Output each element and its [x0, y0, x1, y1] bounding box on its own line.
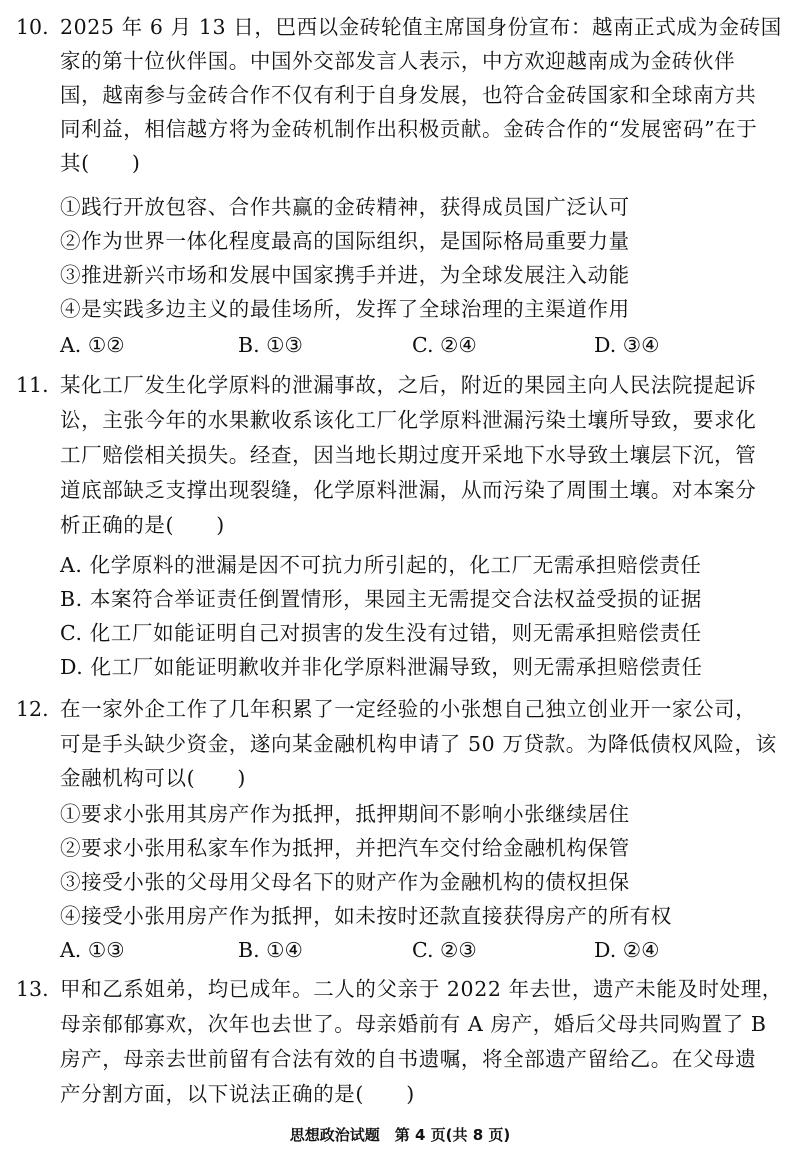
choice-a[interactable]: A. ①③ [60, 938, 125, 962]
question-stem-line: 2025 年 6 月 13 日，巴西以金砖轮值主席国身份宣布：越南正式成为金砖国 [60, 15, 782, 39]
choice-b[interactable]: B. ①③ [238, 333, 303, 357]
statement-1: ①践行开放包容、合作共赢的金砖精神，获得成员国广泛认可 [60, 195, 630, 219]
question-stem-line: 工厂赔偿相关损失。经查，因当地长期过度开采地下水导致土壤层下沉，管 [60, 443, 757, 467]
statement-3: ③推进新兴市场和发展中国家携手并进，为全球发展注入动能 [60, 263, 630, 287]
question-stem-line: 道底部缺乏支撑出现裂缝，化学原料泄漏，从而污染了周围土壤。对本案分 [60, 478, 757, 502]
option-a[interactable]: A. 化学原料的泄漏是因不可抗力所引起的，化工厂无需承担赔偿责任 [60, 553, 702, 577]
question-number: 13. [16, 977, 49, 1001]
question-stem-line: 房产，母亲去世前留有合法有效的自书遗嘱，将全部遗产留给乙。在父母遗 [60, 1047, 757, 1071]
statement-2: ②要求小张用私家车作为抵押，并把汽车交付给金融机构保管 [60, 836, 630, 860]
question-stem-line: 母亲郁郁寡欢，次年也去世了。母亲婚前有 A 房产，婚后父母共同购置了 B [60, 1012, 767, 1036]
question-stem-line: 在一家外企工作了几年积累了一定经验的小张想自己独立创业开一家公司， [60, 697, 757, 721]
statement-2: ②作为世界一体化程度最高的国际组织，是国际格局重要力量 [60, 229, 630, 253]
choice-row [60, 935, 760, 965]
choice-d[interactable]: D. ③④ [594, 333, 660, 357]
statement-3: ③接受小张的父母用父母名下的财产作为金融机构的债权担保 [60, 870, 630, 894]
option-d[interactable]: D. 化工厂如能证明歉收并非化学原料泄漏导致，则无需承担赔偿责任 [60, 655, 703, 679]
option-c[interactable]: C. 化工厂如能证明自己对损害的发生没有过错，则无需承担赔偿责任 [60, 621, 702, 645]
choice-a[interactable]: A. ①② [60, 333, 125, 357]
question-number: 12. [16, 697, 49, 721]
statement-4: ④是实践多边主义的最佳场所，发挥了全球治理的主渠道作用 [60, 297, 630, 321]
question-stem-line: 讼，主张今年的水果歉收系该化工厂化学原料泄漏污染土壤所导致，要求化 [60, 408, 757, 432]
choice-b[interactable]: B. ①④ [238, 938, 303, 962]
choice-d[interactable]: D. ②④ [594, 938, 660, 962]
choice-c[interactable]: C. ②④ [412, 333, 477, 357]
question-stem-line: 国，越南参与金砖合作不仅有利于自身发展，也符合金砖国家和全球南方共 [60, 83, 757, 107]
question-stem-line: 产分割方面，以下说法正确的是( ) [60, 1082, 415, 1106]
question-stem-line: 析正确的是( ) [60, 513, 225, 537]
option-b[interactable]: B. 本案符合举证责任倒置情形，果园主无需提交合法权益受损的证据 [60, 587, 702, 611]
question-stem-line: 可是手头缺少资金，遂向某金融机构申请了 50 万贷款。为降低债权风险，该 [60, 732, 777, 756]
question-number: 10. [16, 15, 49, 39]
statement-1: ①要求小张用其房产作为抵押，抵押期间不影响小张继续居住 [60, 802, 630, 826]
question-stem-line: 其( ) [60, 151, 141, 175]
choice-row [60, 330, 760, 360]
question-stem-line: 金融机构可以( ) [60, 766, 246, 790]
choice-c[interactable]: C. ②③ [412, 938, 477, 962]
question-stem-line: 家的第十位伙伴国。中国外交部发言人表示，中方欢迎越南成为金砖伙伴 [60, 49, 736, 73]
question-number: 11. [16, 373, 49, 397]
statement-4: ④接受小张用房产作为抵押，如未按时还款直接获得房产的所有权 [60, 904, 672, 928]
page-footer: 思想政治试题 第 4 页(共 8 页) [289, 1126, 511, 1144]
question-stem-line: 甲和乙系姐弟，均已成年。二人的父亲于 2022 年去世，遗产未能及时处理， [60, 977, 783, 1001]
question-stem-line: 同利益，相信越方将为金砖机制作出积极贡献。金砖合作的“发展密码”在于 [60, 117, 758, 141]
question-stem-line: 某化工厂发生化学原料的泄漏事故，之后，附近的果园主向人民法院提起诉 [60, 373, 757, 397]
